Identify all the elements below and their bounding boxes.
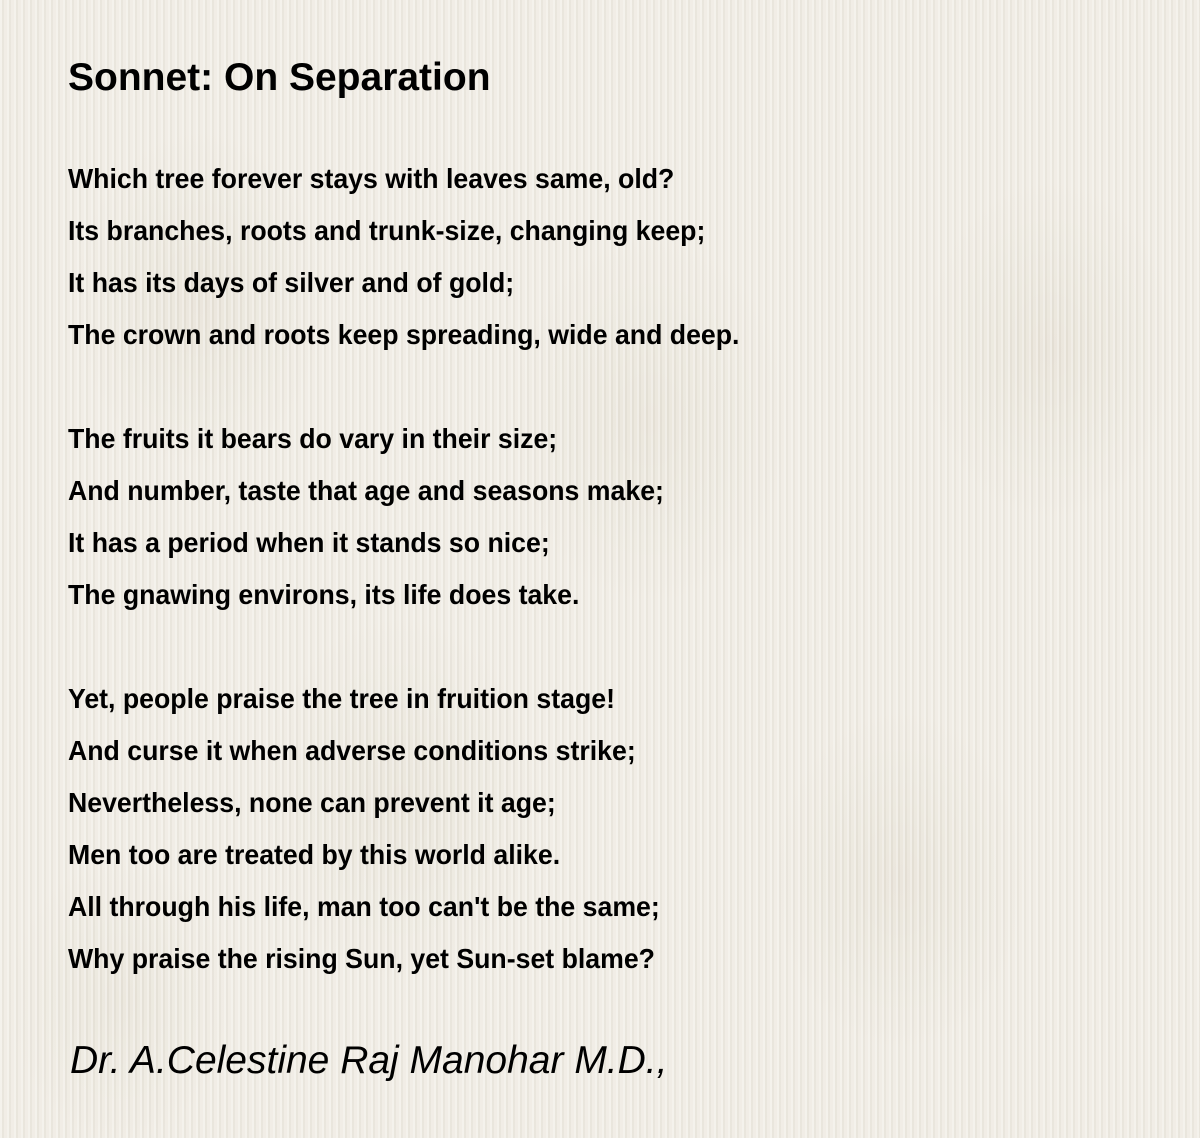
poem-line: Nevertheless, none can prevent it age; bbox=[68, 787, 556, 818]
stanza-2 bbox=[68, 413, 760, 621]
poem-line: Why praise the rising Sun, yet Sun-set blame? bbox=[68, 943, 655, 974]
poem-line: It has a period when it stands so nice; bbox=[68, 527, 550, 558]
poem-line: Its branches, roots and trunk-size, changing keep; bbox=[68, 215, 706, 246]
poem-line: Men too are treated by this world alike. bbox=[68, 839, 561, 870]
poem-line: The fruits it bears do vary in their size; bbox=[68, 423, 558, 454]
poem-line: Yet, people praise the tree in fruition stage! bbox=[68, 683, 615, 714]
poem-author: Dr. A.Celestine Raj Manohar M.D., bbox=[70, 1039, 668, 1082]
poem-line: The crown and roots keep spreading, wide and deep. bbox=[68, 319, 740, 350]
poem-line: The gnawing environs, its life does take. bbox=[68, 579, 580, 610]
stanza-3 bbox=[68, 673, 760, 985]
poem-line: All through his life, man too can't be the same; bbox=[68, 891, 660, 922]
poem-line: Which tree forever stays with leaves same, old? bbox=[68, 163, 675, 194]
poem-title: Sonnet: On Separation bbox=[68, 56, 491, 99]
poem-line: And curse it when adverse conditions strike; bbox=[68, 735, 636, 766]
stanza-1 bbox=[68, 153, 760, 361]
poem-line: And number, taste that age and seasons make; bbox=[68, 475, 664, 506]
poem-line: It has its days of silver and of gold; bbox=[68, 267, 515, 298]
poem-body bbox=[68, 153, 760, 1037]
